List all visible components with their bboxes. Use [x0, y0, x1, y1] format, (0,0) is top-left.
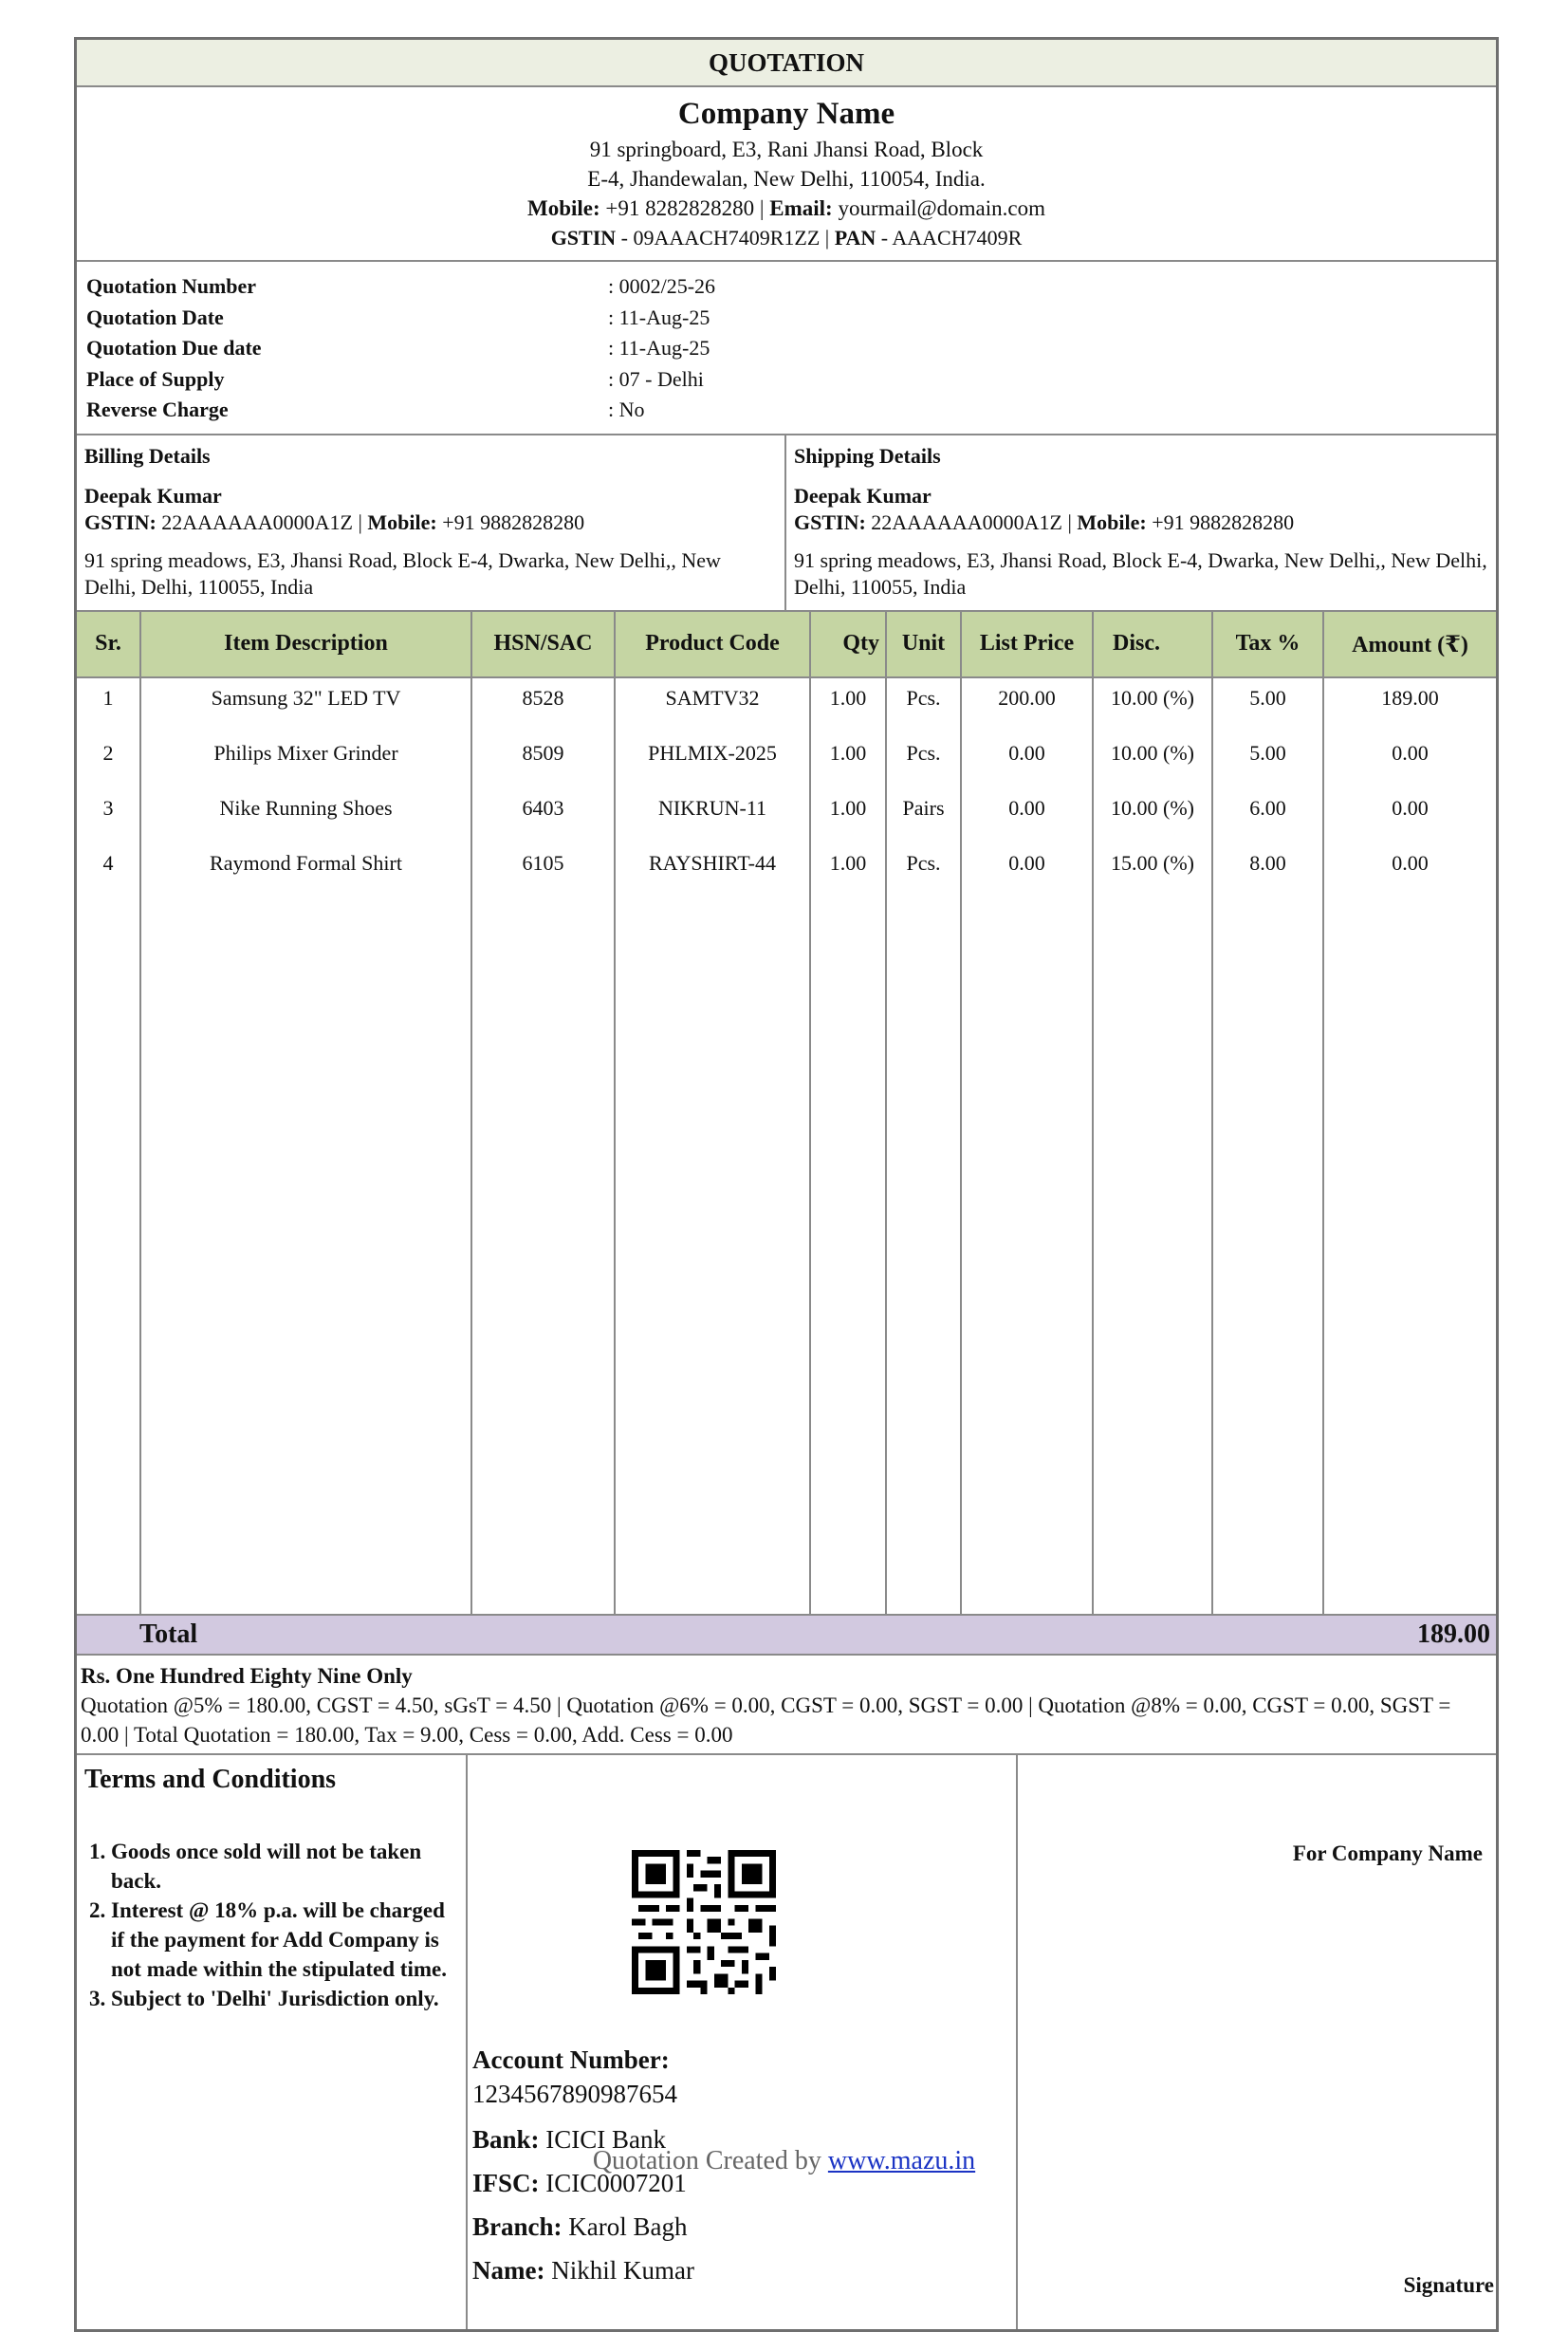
meta-value: : No	[608, 398, 645, 421]
col-header-description: Item Description	[140, 612, 471, 677]
signature-panel	[1018, 1755, 1496, 2329]
cell-tax: 5.00	[1212, 733, 1323, 788]
cell-hsn: 6105	[471, 843, 615, 898]
meta-value: : 0002/25-26	[608, 274, 716, 298]
billing-gstin-label: GSTIN:	[84, 509, 157, 534]
company-address-line2: E-4, Jhandewalan, New Delhi, 110054, India.	[587, 167, 986, 191]
total-value: 189.00	[1417, 1619, 1490, 1649]
cell-discount: 10.00 (%)	[1093, 733, 1212, 788]
pan-label: PAN	[834, 226, 876, 250]
cell-unit: Pcs.	[886, 843, 961, 898]
cell-unit: Pairs	[886, 788, 961, 843]
holder-label: Name:	[472, 2255, 545, 2285]
account-number	[472, 2043, 1011, 2111]
email-label: Email:	[769, 196, 833, 220]
billing-details	[77, 435, 786, 610]
amount-in-words: Rs. One Hundred Eighty Nine Only	[81, 1663, 413, 1688]
bank-branch	[472, 2212, 1011, 2242]
billing-mobile-label: Mobile:	[367, 509, 437, 534]
shipping-address: 91 spring meadows, E3, Jhansi Road, Block E-4, Dwarka, New Delhi,, New Delhi, Delhi, 110055, India	[794, 547, 1487, 599]
cell-list-price: 0.00	[961, 733, 1093, 788]
company-address-line1: 91 springboard, E3, Rani Jhansi Road, Block	[589, 138, 984, 161]
cell-list-price: 0.00	[961, 843, 1093, 898]
cell-sr: 4	[77, 843, 140, 898]
billing-gstin: 22AAAAAA0000A1Z	[161, 509, 353, 534]
col-header-unit: Unit	[886, 612, 961, 677]
quotation-document	[74, 37, 1499, 2332]
meta-row	[86, 333, 1496, 364]
meta-value: : 11-Aug-25	[608, 305, 710, 329]
cell-product-code: NIKRUN-11	[615, 788, 810, 843]
shipping-name: Deepak Kumar	[794, 483, 932, 508]
cell-hsn: 8528	[471, 677, 615, 733]
cell-description: Nike Running Shoes	[140, 788, 471, 843]
table-header-row	[77, 612, 1496, 677]
terms-item: 2. Interest @ 18% p.a. will be charged if the payment for Add Company is not made within the stipulated time.	[111, 1896, 458, 1984]
cell-product-code: RAYSHIRT-44	[615, 843, 810, 898]
cell-description: Philips Mixer Grinder	[140, 733, 471, 788]
cell-amount: 189.00	[1381, 685, 1439, 710]
meta-row	[86, 271, 1496, 303]
for-company-label: For Company Name	[1292, 1841, 1483, 1865]
company-email: yourmail@domain.com	[838, 196, 1045, 220]
cell-sr: 2	[77, 733, 140, 788]
company-pan: - AAACH7409R	[880, 226, 1023, 250]
shipping-gstin-label: GSTIN:	[794, 509, 866, 534]
cell-product-code: PHLMIX-2025	[615, 733, 810, 788]
cell-list-price: 200.00	[961, 677, 1093, 733]
col-header-qty: Qty	[810, 612, 886, 677]
meta-row	[86, 303, 1496, 334]
billing-address: 91 spring meadows, E3, Jhansi Road, Block E-4, Dwarka, New Delhi,, New Delhi, Delhi, 110055, India	[84, 547, 721, 599]
terms-list	[84, 1837, 458, 2013]
footer-panels	[77, 1755, 1496, 2329]
meta-row	[86, 364, 1496, 396]
col-header-discount: Disc.	[1093, 612, 1212, 677]
branch-label: Branch:	[472, 2212, 563, 2241]
cell-discount: 15.00 (%)	[1093, 843, 1212, 898]
company-header	[77, 87, 1496, 262]
amount-summary	[77, 1656, 1496, 1755]
holder-value: Nikhil Kumar	[551, 2255, 694, 2285]
company-tax-ids: GSTIN - 09AAACH7409R1ZZ | PAN - AAACH7409R	[550, 226, 1023, 250]
table-row	[77, 843, 1496, 898]
shipping-gstin: 22AAAAAA0000A1Z	[871, 509, 1062, 534]
bank-label: Bank:	[472, 2124, 540, 2154]
total-bar	[77, 1614, 1496, 1656]
footer-credit	[0, 2146, 1568, 2176]
table-row	[77, 733, 1496, 788]
address-section	[77, 435, 1496, 612]
col-header-product-code: Product Code	[615, 612, 810, 677]
ifsc-label: IFSC:	[472, 2168, 540, 2197]
cell-product-code: SAMTV32	[615, 677, 810, 733]
shipping-details	[786, 435, 1496, 610]
cell-qty: 1.00	[810, 843, 886, 898]
document-title: QUOTATION	[77, 40, 1496, 87]
shipping-mobile: +91 9882828280	[1152, 509, 1295, 534]
terms-and-conditions	[77, 1755, 468, 2329]
signature-label: Signature	[1403, 2272, 1494, 2297]
meta-label: Quotation Date	[86, 305, 224, 329]
total-label: Total	[139, 1619, 198, 1649]
items-table	[77, 612, 1496, 1614]
cell-amount: 0.00	[1392, 795, 1429, 820]
shipping-heading: Shipping Details	[794, 443, 941, 468]
cell-discount: 10.00 (%)	[1093, 788, 1212, 843]
meta-label: Place of Supply	[86, 366, 225, 391]
ifsc-value: ICIC0007201	[545, 2168, 687, 2197]
meta-label: Quotation Number	[86, 274, 257, 298]
cell-qty: 1.00	[810, 677, 886, 733]
terms-heading: Terms and Conditions	[84, 1764, 337, 1794]
tax-summary: Quotation @5% = 180.00, CGST = 4.50, sGsT = 4.50 | Quotation @6% = 0.00, CGST = 0.00, SGST = 0.00 | Quotation @8% = 0.00, CGST = 0.00, SGST = 0.00 | Total Quotation = 180.00, Tax = 9.00, Cess = 0.00, Add. Cess = 0.00	[81, 1693, 1451, 1747]
billing-heading: Billing Details	[84, 443, 211, 468]
billing-name: Deepak Kumar	[84, 483, 222, 508]
footer-text: Quotation Created by	[592, 2146, 821, 2175]
col-header-amount: Amount (₹)	[1323, 612, 1496, 677]
col-header-list-price: List Price	[961, 612, 1093, 677]
cell-amount: 0.00	[1392, 850, 1429, 875]
cell-sr: 3	[77, 788, 140, 843]
footer-link[interactable]: www.mazu.in	[827, 2146, 976, 2175]
gstin-label: GSTIN	[550, 226, 617, 250]
account-value: 1234567890987654	[472, 2079, 677, 2108]
qr-code-icon	[632, 1850, 776, 1994]
cell-tax: 8.00	[1212, 843, 1323, 898]
cell-tax: 6.00	[1212, 788, 1323, 843]
shipping-ids: GSTIN: 22AAAAAA0000A1Z | Mobile: +91 9882828280	[794, 509, 1295, 534]
cell-description: Samsung 32" LED TV	[140, 677, 471, 733]
branch-value: Karol Bagh	[568, 2212, 688, 2241]
table-row	[77, 677, 1496, 733]
meta-label: Reverse Charge	[86, 398, 229, 421]
terms-item: 1. Goods once sold will not be taken back.	[111, 1837, 458, 1896]
cell-unit: Pcs.	[886, 733, 961, 788]
table-row	[77, 788, 1496, 843]
account-holder	[472, 2256, 1011, 2286]
meta-value: : 07 - Delhi	[608, 366, 704, 391]
meta-value: : 11-Aug-25	[608, 336, 710, 360]
cell-tax: 5.00	[1212, 677, 1323, 733]
col-header-sr: Sr.	[77, 612, 140, 677]
cell-qty: 1.00	[810, 788, 886, 843]
terms-item: 3. Subject to 'Delhi' Jurisdiction only.	[111, 1984, 458, 2013]
cell-amount: 0.00	[1392, 740, 1429, 765]
cell-hsn: 6403	[471, 788, 615, 843]
company-contact: Mobile: +91 8282828280 | Email: yourmail@domain.com	[526, 196, 1045, 220]
meta-row	[86, 395, 1496, 426]
mobile-label: Mobile:	[526, 196, 600, 220]
billing-ids: GSTIN: 22AAAAAA0000A1Z | Mobile: +91 9882828280	[84, 509, 585, 534]
quotation-meta	[77, 262, 1496, 435]
bank-details	[468, 1755, 1018, 2329]
company-gstin: - 09AAACH7409R1ZZ	[620, 226, 821, 250]
cell-qty: 1.00	[810, 733, 886, 788]
cell-unit: Pcs.	[886, 677, 961, 733]
cell-description: Raymond Formal Shirt	[140, 843, 471, 898]
cell-hsn: 8509	[471, 733, 615, 788]
cell-sr: 1	[77, 677, 140, 733]
cell-list-price: 0.00	[961, 788, 1093, 843]
bank-value: ICICI Bank	[545, 2124, 667, 2154]
meta-label: Quotation Due date	[86, 336, 262, 360]
col-header-tax: Tax %	[1212, 612, 1323, 677]
table-filler-row	[77, 898, 1496, 1614]
cell-discount: 10.00 (%)	[1093, 677, 1212, 733]
shipping-mobile-label: Mobile:	[1077, 509, 1147, 534]
account-label: Account Number:	[472, 2045, 670, 2074]
company-mobile: +91 8282828280	[605, 196, 755, 220]
col-header-hsn: HSN/SAC	[471, 612, 615, 677]
company-name: Company Name	[677, 97, 895, 131]
billing-mobile: +91 9882828280	[442, 509, 585, 534]
